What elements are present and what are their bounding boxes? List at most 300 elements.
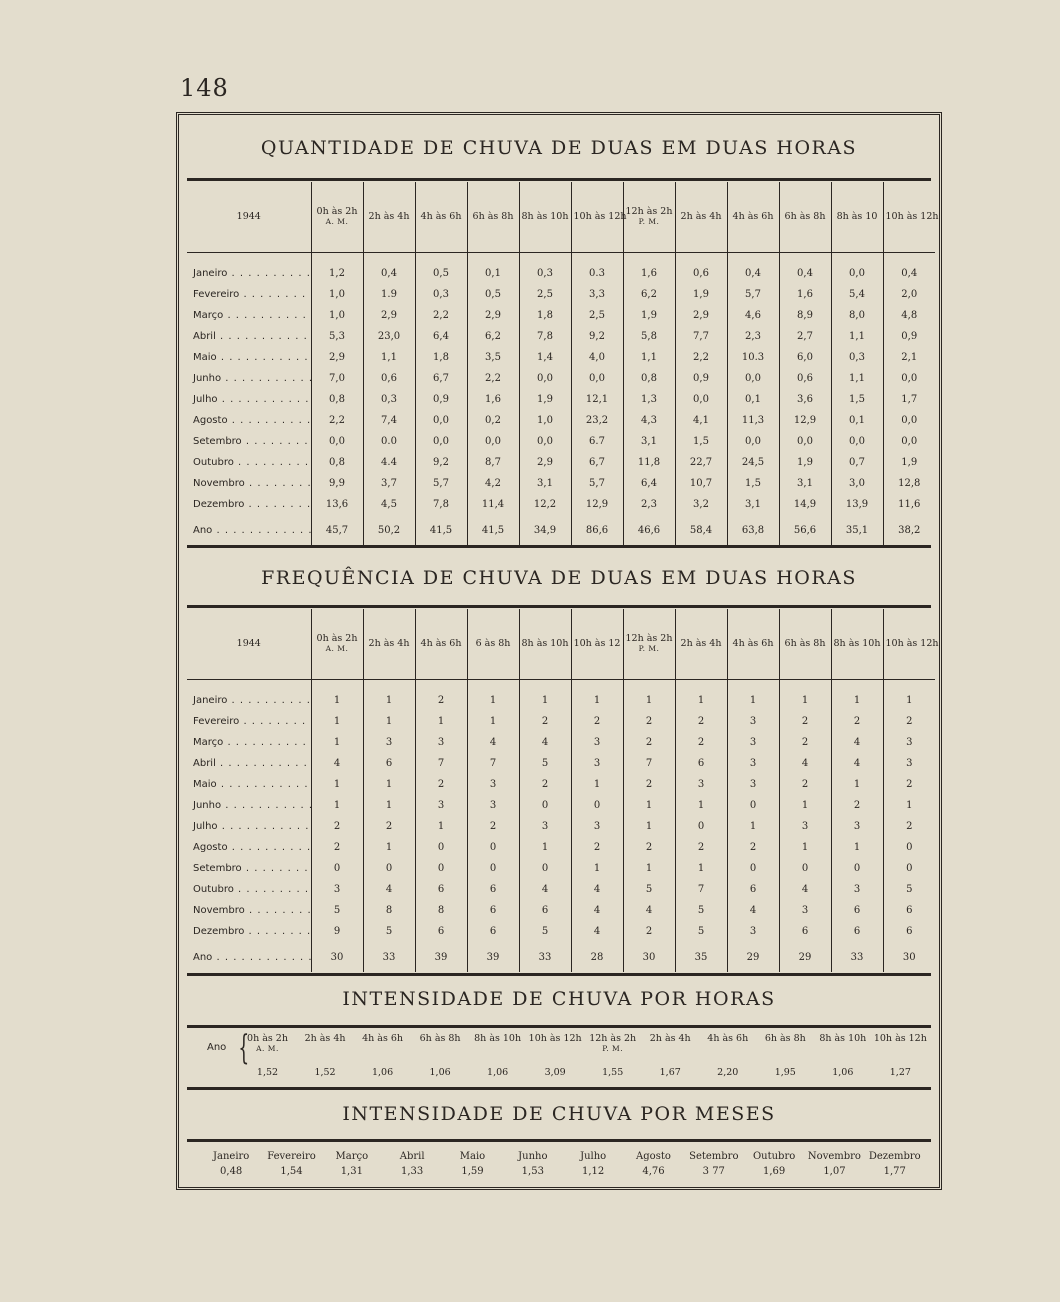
value-cell: 0 bbox=[727, 858, 779, 879]
value-cell: 8,9 bbox=[779, 305, 831, 326]
column-label: 10h às 12h bbox=[885, 637, 939, 649]
value-cell: 1,1 bbox=[831, 326, 883, 347]
column-label: 4h às 6h bbox=[420, 210, 462, 222]
value-cell: 3,1 bbox=[623, 431, 675, 452]
month-cell bbox=[187, 368, 311, 389]
brace: { bbox=[238, 1028, 250, 1068]
value-cell: 0,0 bbox=[883, 410, 935, 431]
value-cell: 1 bbox=[415, 711, 467, 732]
value-cell: 5,4 bbox=[831, 284, 883, 305]
value-cell: 2 bbox=[883, 774, 935, 795]
value-cell: 3 bbox=[831, 879, 883, 900]
month-label: Outubro . . . bbox=[193, 457, 311, 468]
hour-column-header bbox=[297, 1033, 354, 1053]
value-cell: 0,0 bbox=[415, 410, 467, 431]
month-value: 1,33 bbox=[401, 1166, 424, 1177]
column-label: 4h às 6h bbox=[707, 1033, 749, 1044]
value-cell: 5 bbox=[519, 921, 571, 942]
value-cell: 0 bbox=[519, 858, 571, 879]
value-cell: 7 bbox=[623, 753, 675, 774]
value-cell: 0,3 bbox=[363, 389, 415, 410]
value-cell: 0,8 bbox=[311, 389, 363, 410]
value-cell: 1,9 bbox=[519, 389, 571, 410]
table-row bbox=[187, 774, 935, 795]
value-cell: 2 bbox=[623, 921, 675, 942]
value-cell: 3,3 bbox=[571, 284, 623, 305]
value-cell: 1 bbox=[883, 680, 935, 712]
month-label: Agosto . . . bbox=[193, 842, 311, 853]
column-sub-label: P. M. bbox=[638, 217, 660, 227]
column-header bbox=[675, 182, 727, 253]
value-cell: 0 bbox=[363, 858, 415, 879]
month-cell bbox=[187, 921, 311, 942]
value-cell: 7 bbox=[467, 753, 519, 774]
value-cell: 1,9 bbox=[623, 305, 675, 326]
column-header bbox=[467, 609, 519, 680]
column-label: 12h às 2h bbox=[589, 1033, 637, 1044]
total-value-cell: 33 bbox=[363, 942, 415, 972]
column-header bbox=[623, 182, 675, 253]
value-cell: 2 bbox=[831, 711, 883, 732]
value-cell: 1 bbox=[623, 680, 675, 712]
value-cell: 9,2 bbox=[415, 452, 467, 473]
value-cell: 12,1 bbox=[571, 389, 623, 410]
value-cell: 5,7 bbox=[727, 284, 779, 305]
value-cell: 2 bbox=[779, 711, 831, 732]
month-cell bbox=[187, 680, 311, 712]
value-cell: 1,0 bbox=[311, 284, 363, 305]
value-cell: 8,7 bbox=[467, 452, 519, 473]
value-cell: 2 bbox=[675, 711, 727, 732]
total-value-cell: 30 bbox=[623, 942, 675, 972]
value-cell: 0,8 bbox=[623, 368, 675, 389]
value-cell: 0,5 bbox=[415, 253, 467, 285]
value-cell: 4,0 bbox=[571, 347, 623, 368]
value-cell: 11,3 bbox=[727, 410, 779, 431]
value-cell: 1 bbox=[571, 774, 623, 795]
total-value-cell: 41,5 bbox=[467, 515, 519, 545]
value-cell: 0,0 bbox=[415, 431, 467, 452]
hour-value: 1,52 bbox=[314, 1067, 336, 1078]
hour-column-header bbox=[469, 1033, 526, 1053]
month-header: Maio bbox=[459, 1151, 486, 1162]
value-cell: 13,9 bbox=[831, 494, 883, 515]
column-header bbox=[831, 609, 883, 680]
month-label: Junho . . . bbox=[193, 373, 311, 384]
value-cell: 1 bbox=[311, 732, 363, 753]
value-cell: 2,2 bbox=[311, 410, 363, 431]
value-cell: 0,1 bbox=[727, 389, 779, 410]
value-cell: 9,9 bbox=[311, 473, 363, 494]
value-cell: 2,2 bbox=[675, 347, 727, 368]
month-cell bbox=[187, 326, 311, 347]
month-cell bbox=[187, 816, 311, 837]
quantidade-table bbox=[187, 182, 939, 545]
value-cell: 2 bbox=[779, 732, 831, 753]
intensidade-meses-values bbox=[201, 1166, 925, 1177]
month-label: Março . . . bbox=[193, 737, 311, 748]
value-cell: 2,3 bbox=[727, 326, 779, 347]
value-cell: 3,1 bbox=[727, 494, 779, 515]
month-label: Agosto . . . bbox=[193, 415, 311, 426]
value-cell: 1 bbox=[363, 795, 415, 816]
value-cell: 2,2 bbox=[415, 305, 467, 326]
value-cell: 4 bbox=[779, 879, 831, 900]
month-cell bbox=[187, 389, 311, 410]
value-cell: 24,5 bbox=[727, 452, 779, 473]
value-cell: 5 bbox=[675, 900, 727, 921]
value-cell: 2 bbox=[675, 732, 727, 753]
hour-value: 3,09 bbox=[544, 1067, 566, 1078]
total-label: Ano . . . bbox=[193, 525, 311, 536]
month-label: Maio . . . bbox=[193, 352, 311, 363]
column-sub-label: P. M. bbox=[602, 1044, 624, 1053]
value-cell: 3 bbox=[467, 774, 519, 795]
hour-value: 1,55 bbox=[602, 1067, 624, 1078]
month-label: Julho . . . bbox=[193, 821, 311, 832]
value-cell: 4,2 bbox=[467, 473, 519, 494]
column-label: 6h às 8h bbox=[764, 1033, 806, 1044]
value-cell: 13,6 bbox=[311, 494, 363, 515]
table-row bbox=[187, 711, 935, 732]
value-cell: 0 bbox=[467, 858, 519, 879]
hour-value: 1,06 bbox=[371, 1067, 394, 1078]
month-label: Janeiro . . . bbox=[193, 268, 311, 279]
month-label: Novembro . . . bbox=[193, 478, 311, 489]
table-row bbox=[187, 410, 935, 431]
value-cell: 1,9 bbox=[779, 452, 831, 473]
value-cell: 14,9 bbox=[779, 494, 831, 515]
month-cell bbox=[187, 837, 311, 858]
column-header bbox=[779, 182, 831, 253]
total-row bbox=[187, 942, 935, 972]
intensidade-horas-title: INTENSIDADE DE CHUVA POR HORAS bbox=[342, 988, 776, 1010]
value-cell: 0,1 bbox=[831, 410, 883, 431]
value-cell: 4 bbox=[571, 900, 623, 921]
value-cell: 1 bbox=[363, 711, 415, 732]
hour-column-header bbox=[699, 1033, 756, 1053]
value-cell: 4,5 bbox=[363, 494, 415, 515]
value-cell: 1 bbox=[311, 795, 363, 816]
value-cell: 3 bbox=[727, 921, 779, 942]
month-cell bbox=[187, 795, 311, 816]
month-cell bbox=[187, 253, 311, 285]
value-cell: 1,1 bbox=[623, 347, 675, 368]
value-cell: 4,6 bbox=[727, 305, 779, 326]
table-row bbox=[187, 253, 935, 285]
value-cell: 3 bbox=[467, 795, 519, 816]
value-cell: 2 bbox=[623, 774, 675, 795]
month-header: Junho bbox=[518, 1151, 548, 1162]
column-label: 2h às 4h bbox=[680, 637, 722, 649]
value-cell: 0,4 bbox=[883, 253, 935, 285]
value-cell: 2 bbox=[623, 837, 675, 858]
value-cell: 2,7 bbox=[779, 326, 831, 347]
value-cell: 3 bbox=[883, 732, 935, 753]
value-cell: 6,4 bbox=[623, 473, 675, 494]
table-row bbox=[187, 389, 935, 410]
rule bbox=[187, 973, 931, 976]
total-value-cell: 33 bbox=[519, 942, 571, 972]
table-row bbox=[187, 347, 935, 368]
year-header: 1944 bbox=[187, 182, 311, 253]
value-cell: 0,8 bbox=[311, 452, 363, 473]
quantidade-header-row bbox=[187, 182, 935, 253]
value-cell: 1 bbox=[727, 680, 779, 712]
rule bbox=[187, 605, 931, 608]
page-number: 148 bbox=[180, 74, 229, 102]
value-cell: 1 bbox=[831, 837, 883, 858]
value-cell: 1 bbox=[675, 858, 727, 879]
hour-column-header bbox=[814, 1033, 871, 1053]
total-value-cell: 28 bbox=[571, 942, 623, 972]
value-cell: 2 bbox=[571, 711, 623, 732]
value-cell: 3 bbox=[727, 711, 779, 732]
value-cell: 1 bbox=[311, 774, 363, 795]
value-cell: 5 bbox=[675, 921, 727, 942]
value-cell: 2,9 bbox=[467, 305, 519, 326]
month-value: 1,77 bbox=[883, 1166, 906, 1177]
value-cell: 0,7 bbox=[831, 452, 883, 473]
value-cell: 3 bbox=[415, 732, 467, 753]
table-row bbox=[187, 305, 935, 326]
month-label: Setembro . . . bbox=[193, 863, 311, 874]
total-value-cell: 39 bbox=[467, 942, 519, 972]
month-header: Março bbox=[335, 1151, 369, 1162]
hour-column-header bbox=[872, 1033, 929, 1053]
value-cell: 2 bbox=[571, 837, 623, 858]
month-label: Fevereiro . . . bbox=[193, 716, 311, 727]
value-cell: 6,2 bbox=[467, 326, 519, 347]
month-header: Abril bbox=[399, 1151, 425, 1162]
column-sub-label: A. M. bbox=[325, 644, 349, 654]
value-cell: 9,2 bbox=[571, 326, 623, 347]
value-cell: 2 bbox=[519, 711, 571, 732]
hour-column-header bbox=[584, 1033, 641, 1053]
value-cell: 1,7 bbox=[883, 389, 935, 410]
value-cell: 11,4 bbox=[467, 494, 519, 515]
value-cell: 2 bbox=[311, 837, 363, 858]
column-header bbox=[675, 609, 727, 680]
value-cell: 0,9 bbox=[883, 326, 935, 347]
value-cell: 3 bbox=[779, 900, 831, 921]
value-cell: 4,8 bbox=[883, 305, 935, 326]
column-sub-label: A. M. bbox=[256, 1044, 279, 1053]
value-cell: 3 bbox=[727, 753, 779, 774]
value-cell: 0,3 bbox=[519, 253, 571, 285]
value-cell: 6,0 bbox=[779, 347, 831, 368]
month-header: Agosto bbox=[636, 1151, 671, 1162]
column-header bbox=[311, 609, 363, 680]
column-header bbox=[415, 609, 467, 680]
value-cell: 1 bbox=[831, 680, 883, 712]
month-label: Abril . . . bbox=[193, 758, 311, 769]
value-cell: 2,9 bbox=[311, 347, 363, 368]
column-label: 8h às 10h bbox=[819, 1033, 867, 1044]
value-cell: 7,8 bbox=[415, 494, 467, 515]
month-value: 1,59 bbox=[461, 1166, 484, 1177]
month-cell bbox=[187, 410, 311, 431]
month-label: Março . . . bbox=[193, 310, 311, 321]
value-cell: 2 bbox=[519, 774, 571, 795]
value-cell: 1,8 bbox=[519, 305, 571, 326]
hour-column-header bbox=[642, 1033, 699, 1053]
value-cell: 2,5 bbox=[571, 305, 623, 326]
total-value-cell: 58,4 bbox=[675, 515, 727, 545]
value-cell: 4 bbox=[519, 732, 571, 753]
column-label: 2h às 4h bbox=[649, 1033, 691, 1044]
month-cell bbox=[187, 473, 311, 494]
value-cell: 0,0 bbox=[467, 431, 519, 452]
value-cell: 11,8 bbox=[623, 452, 675, 473]
value-cell: 3,5 bbox=[467, 347, 519, 368]
value-cell: 3 bbox=[571, 732, 623, 753]
column-header bbox=[727, 609, 779, 680]
column-label: 12h às 2h bbox=[625, 206, 673, 218]
rule bbox=[187, 1139, 931, 1142]
column-label: 2h às 4h bbox=[680, 210, 722, 222]
value-cell: 1,8 bbox=[415, 347, 467, 368]
column-header bbox=[519, 609, 571, 680]
total-value-cell: 56,6 bbox=[779, 515, 831, 545]
month-value: 0,48 bbox=[220, 1166, 243, 1177]
table-row bbox=[187, 837, 935, 858]
month-header: Setembro bbox=[689, 1151, 739, 1162]
value-cell: 7,7 bbox=[675, 326, 727, 347]
month-cell bbox=[187, 879, 311, 900]
hour-value: 1,27 bbox=[889, 1067, 911, 1078]
table-row bbox=[187, 431, 935, 452]
value-cell: 5 bbox=[623, 879, 675, 900]
value-cell: 3 bbox=[571, 753, 623, 774]
value-cell: 3 bbox=[779, 816, 831, 837]
month-header: Dezembro bbox=[868, 1151, 921, 1162]
month-cell bbox=[187, 858, 311, 879]
column-label: 8h às 10h bbox=[833, 637, 881, 649]
month-label: Setembro . . . bbox=[193, 436, 311, 447]
total-value-cell: 34,9 bbox=[519, 515, 571, 545]
value-cell: 2,1 bbox=[883, 347, 935, 368]
month-label: Dezembro . . . bbox=[193, 926, 311, 937]
intensidade-meses-months bbox=[201, 1151, 925, 1162]
value-cell: 6 bbox=[363, 753, 415, 774]
total-value-cell: 50,2 bbox=[363, 515, 415, 545]
column-header bbox=[727, 182, 779, 253]
value-cell: 3 bbox=[311, 879, 363, 900]
value-cell: 1 bbox=[623, 858, 675, 879]
month-cell bbox=[187, 900, 311, 921]
value-cell: 12,9 bbox=[779, 410, 831, 431]
value-cell: 6 bbox=[675, 753, 727, 774]
hour-value: 1,67 bbox=[659, 1067, 681, 1078]
value-cell: 3 bbox=[727, 774, 779, 795]
value-cell: 1,1 bbox=[831, 368, 883, 389]
value-cell: 0,0 bbox=[311, 431, 363, 452]
hour-value: 1,06 bbox=[487, 1067, 509, 1078]
value-cell: 4 bbox=[571, 921, 623, 942]
value-cell: 0,3 bbox=[415, 284, 467, 305]
value-cell: 6 bbox=[831, 900, 883, 921]
value-cell: 2,3 bbox=[623, 494, 675, 515]
value-cell: 1,0 bbox=[311, 305, 363, 326]
hour-value: 1,06 bbox=[429, 1067, 451, 1078]
value-cell: 1 bbox=[311, 711, 363, 732]
table-row bbox=[187, 326, 935, 347]
intensidade-horas-values bbox=[239, 1067, 929, 1078]
value-cell: 11,6 bbox=[883, 494, 935, 515]
table-frame bbox=[176, 112, 942, 1190]
value-cell: 6 bbox=[415, 921, 467, 942]
value-cell: 5 bbox=[519, 753, 571, 774]
value-cell: 3 bbox=[519, 816, 571, 837]
value-cell: 0 bbox=[311, 858, 363, 879]
value-cell: 2 bbox=[779, 774, 831, 795]
value-cell: 3 bbox=[883, 753, 935, 774]
value-cell: 5,8 bbox=[623, 326, 675, 347]
value-cell: 4 bbox=[727, 900, 779, 921]
total-label-cell bbox=[187, 942, 311, 972]
table-row bbox=[187, 879, 935, 900]
column-header bbox=[363, 182, 415, 253]
value-cell: 1 bbox=[831, 774, 883, 795]
column-label: 6h às 8h bbox=[472, 210, 514, 222]
total-value-cell: 86,6 bbox=[571, 515, 623, 545]
total-value-cell: 29 bbox=[779, 942, 831, 972]
value-cell: 0,0 bbox=[727, 431, 779, 452]
value-cell: 8,0 bbox=[831, 305, 883, 326]
value-cell: 1 bbox=[779, 837, 831, 858]
value-cell: 4 bbox=[311, 753, 363, 774]
value-cell: 2,9 bbox=[519, 452, 571, 473]
month-cell bbox=[187, 732, 311, 753]
column-label: 10h às 12 bbox=[573, 637, 621, 649]
column-sub-label: P. M. bbox=[638, 644, 660, 654]
value-cell: 12,2 bbox=[519, 494, 571, 515]
column-label: 8h às 10h bbox=[521, 210, 569, 222]
month-label: Maio . . . bbox=[193, 779, 311, 790]
table-row bbox=[187, 284, 935, 305]
column-label: 6h às 8h bbox=[784, 210, 826, 222]
value-cell: 1.9 bbox=[363, 284, 415, 305]
value-cell: 6 bbox=[883, 921, 935, 942]
value-cell: 0 bbox=[727, 795, 779, 816]
column-header bbox=[571, 609, 623, 680]
value-cell: 2 bbox=[883, 816, 935, 837]
value-cell: 5,7 bbox=[571, 473, 623, 494]
value-cell: 3,1 bbox=[779, 473, 831, 494]
total-label: Ano . . . bbox=[193, 952, 311, 963]
value-cell: 3 bbox=[831, 816, 883, 837]
column-header bbox=[883, 609, 939, 680]
value-cell: 5 bbox=[883, 879, 935, 900]
month-value: 4,76 bbox=[642, 1166, 665, 1177]
month-cell bbox=[187, 431, 311, 452]
value-cell: 2 bbox=[623, 711, 675, 732]
value-cell: 12,9 bbox=[571, 494, 623, 515]
column-label: 10h às 12h bbox=[885, 210, 939, 222]
value-cell: 2 bbox=[727, 837, 779, 858]
value-cell: 1 bbox=[363, 680, 415, 712]
value-cell: 5 bbox=[311, 900, 363, 921]
value-cell: 6 bbox=[779, 921, 831, 942]
value-cell: 1 bbox=[883, 795, 935, 816]
month-cell bbox=[187, 305, 311, 326]
month-cell bbox=[187, 711, 311, 732]
table-row bbox=[187, 900, 935, 921]
total-value-cell: 35 bbox=[675, 942, 727, 972]
column-label: 0h às 2h bbox=[247, 1033, 288, 1044]
value-cell: 2,5 bbox=[519, 284, 571, 305]
